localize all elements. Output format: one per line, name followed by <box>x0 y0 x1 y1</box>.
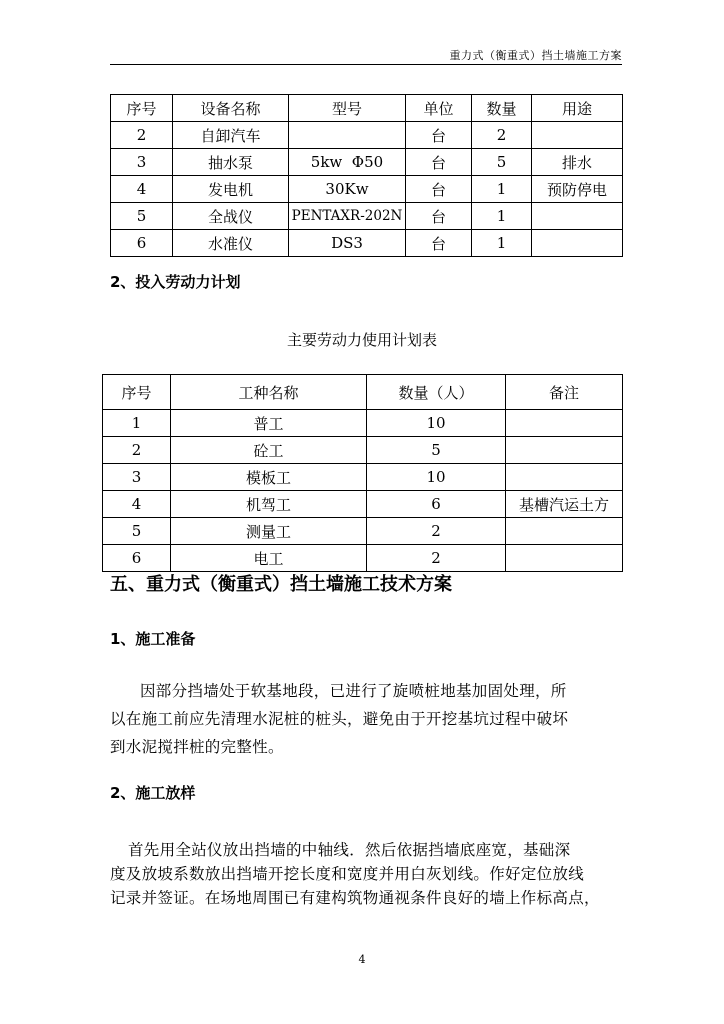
table-cell: 机驾工 <box>171 491 367 518</box>
column-header: 备注 <box>506 375 623 410</box>
table-cell: 全战仪 <box>173 203 289 230</box>
table-cell: 6 <box>367 491 506 518</box>
table-cell: 5 <box>111 203 173 230</box>
paragraph-line: 因部分挡墙处于软基地段，已进行了旋喷桩地基加固处理，所 <box>140 682 567 700</box>
table-cell: 2 <box>103 437 171 464</box>
column-header: 序号 <box>111 95 173 122</box>
table-cell: 5 <box>103 518 171 545</box>
column-header: 型号 <box>289 95 406 122</box>
table-cell: 5 <box>367 437 506 464</box>
table-cell: 抽水泵 <box>173 149 289 176</box>
table-cell: 4 <box>103 491 171 518</box>
table-caption: 主要劳动力使用计划表 <box>286 331 437 349</box>
table-cell: 4 <box>111 176 173 203</box>
paragraph-line: 度及放坡系数放出挡墙开挖长度和宽度并用白灰划线。作好定位放线 <box>110 865 585 883</box>
header-rule <box>110 64 622 65</box>
table-cell: 1 <box>472 230 532 257</box>
column-header: 用途 <box>532 95 623 122</box>
table-cell: 排水 <box>532 149 623 176</box>
table-row <box>111 149 623 176</box>
paragraph-line: 到水泥搅拌桩的完整性。 <box>110 738 284 756</box>
table-cell <box>506 518 623 545</box>
table-cell: 台 <box>406 176 472 203</box>
table-row <box>103 437 623 464</box>
table-cell: 3 <box>111 149 173 176</box>
table-cell: 2 <box>367 545 506 572</box>
section-heading-prep: 1、施工准备 <box>110 630 196 648</box>
column-header: 数量 <box>472 95 532 122</box>
table-cell: 30Kw <box>289 176 406 203</box>
table-cell: 10 <box>367 464 506 491</box>
table-cell: 5kw Φ50 <box>289 149 406 176</box>
table-cell: 2 <box>111 122 173 149</box>
table-cell: 基槽汽运土方 <box>506 491 623 518</box>
table-cell <box>506 464 623 491</box>
table-cell: 2 <box>367 518 506 545</box>
running-header: 重力式（衡重式）挡土墙施工方案 <box>449 49 622 62</box>
table-row <box>103 464 623 491</box>
table-header-row <box>103 375 623 410</box>
table-cell: 10 <box>367 410 506 437</box>
equipment-table <box>110 94 623 257</box>
table-cell: 预防停电 <box>532 176 623 203</box>
table-cell: 台 <box>406 122 472 149</box>
paragraph-line: 以在施工前应先清理水泥桩的桩头，避免由于开挖基坑过程中破坏 <box>110 710 569 728</box>
table-row <box>111 230 623 257</box>
paragraph-line: 记录并签证。在场地周围已有建构筑物通视条件良好的墙上作标高点， <box>110 889 600 907</box>
table-cell: 水准仪 <box>173 230 289 257</box>
table-cell <box>506 545 623 572</box>
table-cell: 砼工 <box>171 437 367 464</box>
table-cell: 6 <box>103 545 171 572</box>
table-cell <box>532 230 623 257</box>
table-cell <box>532 122 623 149</box>
table-row <box>103 491 623 518</box>
column-header: 工种名称 <box>171 375 367 410</box>
column-header: 序号 <box>103 375 171 410</box>
table-cell: 台 <box>406 203 472 230</box>
table-cell: 电工 <box>171 545 367 572</box>
table-cell <box>506 437 623 464</box>
table-cell: 1 <box>472 176 532 203</box>
table-row <box>103 518 623 545</box>
table-cell: 2 <box>472 122 532 149</box>
table-cell: 发电机 <box>173 176 289 203</box>
table-header-row <box>111 95 623 122</box>
page-number: 4 <box>358 953 366 966</box>
section-heading-layout: 2、施工放样 <box>110 784 196 802</box>
table-cell <box>289 122 406 149</box>
column-header: 单位 <box>406 95 472 122</box>
table-cell: 1 <box>472 203 532 230</box>
table-row <box>103 410 623 437</box>
table-cell: 测量工 <box>171 518 367 545</box>
column-header: 设备名称 <box>173 95 289 122</box>
table-cell <box>506 410 623 437</box>
labor-table <box>102 374 623 572</box>
table-cell: 5 <box>472 149 532 176</box>
table-cell: DS3 <box>289 230 406 257</box>
section-heading-labor: 2、投入劳动力计划 <box>110 273 241 291</box>
table-cell: 3 <box>103 464 171 491</box>
table-cell: 台 <box>406 230 472 257</box>
table-cell: 台 <box>406 149 472 176</box>
column-header: 数量（人） <box>367 375 506 410</box>
table-cell: 6 <box>111 230 173 257</box>
table-cell: 自卸汽车 <box>173 122 289 149</box>
table-row <box>103 545 623 572</box>
table-cell: 模板工 <box>171 464 367 491</box>
paragraph-line: 首先用全站仪放出挡墙的中轴线．然后依据挡墙底座宽，基础深 <box>128 841 571 859</box>
table-row <box>111 203 623 230</box>
table-cell: PENTAXR-202N <box>289 203 406 230</box>
table-cell <box>532 203 623 230</box>
table-row <box>111 122 623 149</box>
table-row <box>111 176 623 203</box>
table-cell: 普工 <box>171 410 367 437</box>
chapter-heading: 五、重力式（衡重式）挡土墙施工技术方案 <box>110 574 452 595</box>
table-cell: 1 <box>103 410 171 437</box>
